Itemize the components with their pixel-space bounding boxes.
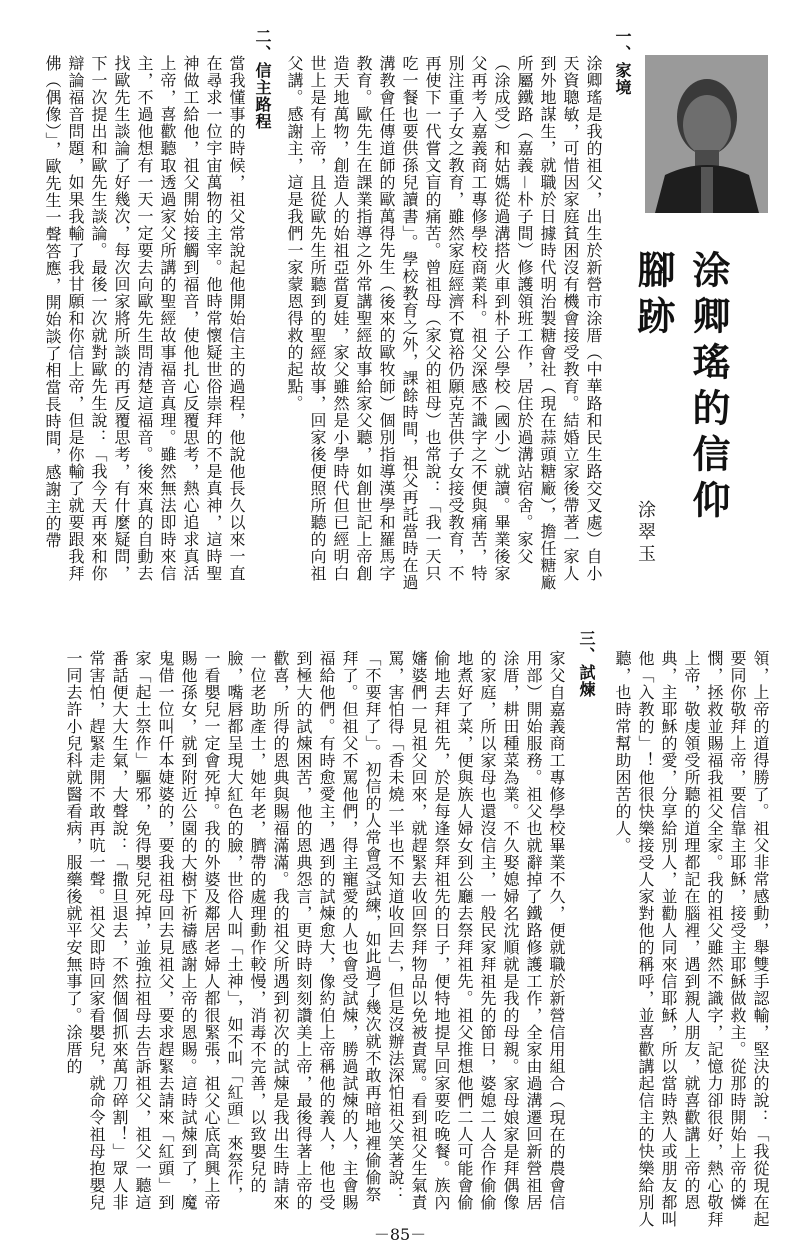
paragraph-conversion-path: 當我懂事的時候，祖父常說起他開始信主的過程，他說他長久以來一直在尋求一位宇宙萬物的主宰。他時常懷疑世俗崇拜的不是真神，這時聖神做工給他，祖父開始接觸到福音，使他扎心反覆思考，熱心追求真活上帝，喜歡聽取透過家父所講的聖經故事福音真理。雖然無法即時來信主，不過他想有一天一定要去向歐先生問清楚這福音。後來真的自動去找歐先生談論了好幾次，每次回家將所談的再反覆思考，有什麼疑問，下一次提出和歐先生談論。最後一次就對歐先生說：「我今天再來和你辯論福音問題，如果我輸了我甘願和你信上帝，但是你輸了就要跟我拜佛（偶像）」，歐先生一聲答應，開始談了相當長時間，感謝主的帶 [43, 55, 246, 582]
portrait-photo [645, 55, 768, 213]
page-number: －85－ [373, 1225, 427, 1244]
section-heading-trials: 三、試煉 [577, 630, 596, 698]
article-author: 涂翠玉 [635, 500, 656, 566]
paragraph-trials: 家父自嘉義商工專修學校畢業不久，便就職於新營信用組合（現在的農會信用部）開始服務。祖父也就辭掉了鐵路修護工作，全家由過溝遷回新營祖居涂厝，耕田種菜為業。不久娶媳婦名沈順就是我的母親。家母娘家是拜偶像的家庭，所以家母也還沒信主，一般民家拜祖先的節日，婆媳二人合作偷偷地煮好了菜，便與族人婦女到公廳去祭拜祖先。祖父推想他們二人可能會偷偷地去拜祖先，於是每逢祭拜祖先的日子，便特地提早回家要吃晚餐。族內嬸婆們一見祖父回來，就趕緊去收回祭拜物品以免被責罵。看到祖父生氣責罵，害怕得「香未燒一半也不知道收回去」，但是沒辦法深怕祖父笑著說：「不要拜了」。初信的人常會受試練，如此過了幾次就不敢再暗地裡偷偷祭拜了。但祖父不罵他們，得主寵愛的人也會受試煉，勝過試煉的人，主會賜福給他們。有時愈愛主，遇到的試煉愈大，像約伯上帝稱他的義人，他也受到極大的試煉困苦，他的恩典怨言，更時時刻刻讚美上帝，最後得著上帝的歡喜，所得的恩典與賜福滿滿。我的祖父所遇到初次的試煉是我出生時請來一位老助產士，她年老，臍帶的處理動作較慢，消毒不完善，以致嬰兒的臉，嘴唇都呈現大紅色的臉，世俗人叫「土神」，如不叫「紅頭」來祭作，一看嬰兒一定會死掉。我的外婆及鄰居老婦人都很緊張，祖父心底高興上帝賜他孫女，就到附近公園的大樹下祈禱感謝上帝的恩賜。這時試煉到了，魔鬼借一位叫仟本婕婆的，要我祖母回去見祖父，要求趕緊去請來「紅頭」到家「起土祭作」驅邪，免得嬰兒死掉，並強拉祖母去告訴祖父，祖父一聽這番話便大大生氣，大聲說：「撒旦退去，不然個個抓來萬刀碎割！」眾人非常害怕，趕緊走開不敢再吭一聲。祖父即時回家看嬰兒，就命令祖母抱嬰兒一同去許小兒科就醫看病，服藥後就平安無事了。涂厝的 [64, 650, 566, 1211]
portrait-icon [645, 55, 768, 213]
paragraph-family-background: 涂卿瑤是我的祖父，出生於新營市涂厝（中華路和民生路交叉處）自小天資聰敏，可惜因家庭貧困沒有機會接受教育。結婚立家後帶著一家人到外地謀生，就職於日據時代明治製糖會社（現在蒜頭糖廠），擔任糖廠所屬鐵路（嘉義－朴子間）修護領班工作，居住於過溝站宿舍。家父（涂成受）和姑媽從過溝搭火車到朴子公學校（國小）就讀。畢業後家父再考入嘉義商工專修學校商業科。祖父深感不識字之不便與痛苦，特別注重子女之教育，雖然家庭經濟不寬裕仍願克苦供子女接受教育，不再使下一代嘗文盲的痛苦。曾祖母（家父的祖母）也常說：「我一天只吃一餐也要供孫兒讀書」。學校教育之外，課餘時間，祖父再託當時在過溝教會任傳道師的歐萬得先生（後來的歐牧師）個別指導漢學和羅馬字教育。歐先生在課業指導之外常講聖經故事給家父聽，如創世記上帝創造天地萬物，創造人的始祖亞當夏娃，家父雖然是小學時代但已經明白世上是有上帝，且從歐先生所聽到的聖經故事，回家後便照所聽的向祖父講。感謝主，這是我們一家蒙恩得救的起點。 [285, 55, 603, 591]
section-heading-family: 一、家境 [613, 28, 632, 96]
section-heading-conversion: 二、信主路程 [253, 28, 272, 130]
article-title: 涂卿瑤的信仰腳跡 [631, 250, 730, 526]
paragraph-victory-of-word: 領，上帝的道得勝了。祖父非常感動，舉雙手認輸，堅決的說：「我從現在起要同你敬拜上帝，要信靠主耶穌，接受主耶穌做救主。從那時開始上帝的憐憫，拯救並賜福我祖父全家。我的祖父雖然不識字，記憶力卻很好，熱心敬拜上帝，敬虔領受所聽的道理都記在腦裡，遇到親人朋友，就喜歡講上帝的恩典，主耶穌的愛，分享給別人，並勸人同來信耶穌，所以當時熟人或朋友都叫他「入教的」！他很快樂接受人家對他的稱呼，並喜歡講起信主的快樂給別人聽，也時常幫助困苦的人。 [613, 650, 770, 1228]
